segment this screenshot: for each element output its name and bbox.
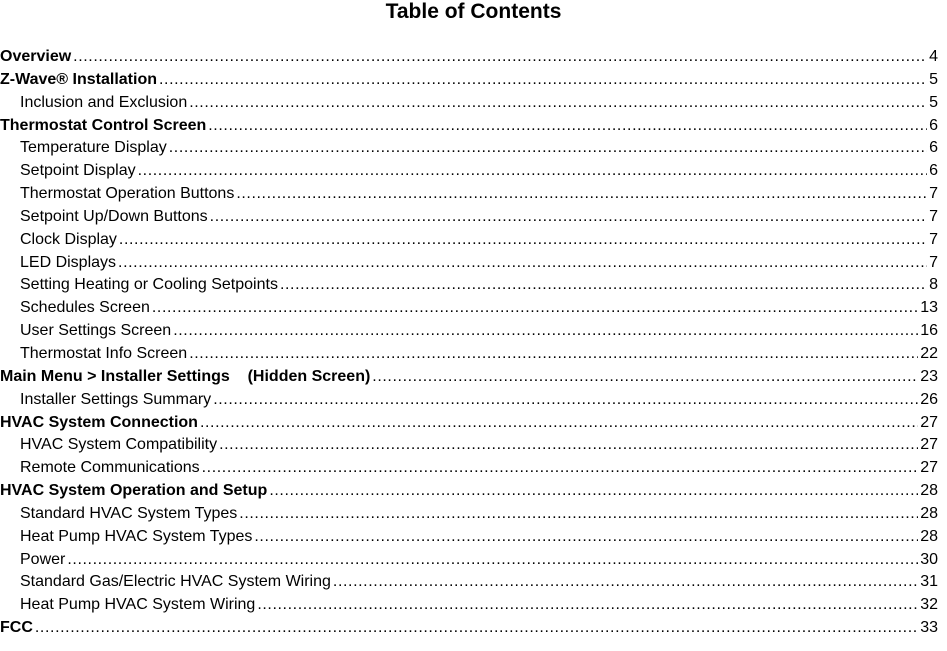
toc-page-number: 7: [929, 253, 938, 271]
toc-subsection-entry[interactable]: [0, 206, 938, 229]
toc-section-entry[interactable]: [0, 617, 938, 640]
toc-subsection-entry[interactable]: [0, 183, 938, 206]
toc-subsection-entry[interactable]: [0, 549, 938, 572]
toc-dot-leader: [333, 571, 918, 594]
toc-entry-title: Inclusion and Exclusion: [20, 93, 188, 111]
toc-dot-leader: [189, 343, 918, 366]
toc-subsection-entry[interactable]: [0, 571, 938, 594]
toc-dot-leader: [173, 320, 918, 343]
toc-subsection-entry[interactable]: [0, 526, 938, 549]
toc-entry-title: Setpoint Display: [20, 162, 136, 180]
toc-entry-title: Thermostat Control Screen: [0, 116, 207, 134]
toc-dot-leader: [210, 206, 927, 229]
toc-section-entry[interactable]: [0, 69, 938, 92]
toc-page-number: 27: [920, 413, 938, 431]
toc-subsection-entry[interactable]: [0, 92, 938, 115]
toc-dot-leader: [219, 434, 918, 457]
toc-subsection-entry[interactable]: [0, 160, 938, 183]
toc-page-number: 8: [929, 276, 938, 294]
toc-entry-title: Main Menu > Installer Settings (Hidden Screen): [0, 367, 371, 385]
toc-subsection-entry[interactable]: [0, 252, 938, 275]
toc-entry-title: Standard HVAC System Types: [20, 504, 238, 522]
toc-entry-title: Thermostat Operation Buttons: [20, 185, 235, 203]
toc-page-number: 7: [929, 207, 938, 225]
toc-entry-title: Schedules Screen: [20, 299, 150, 317]
toc-dot-leader: [208, 115, 927, 138]
toc-entry-title: Z-Wave® Installation: [0, 70, 157, 88]
toc-entry-title: Setpoint Up/Down Buttons: [20, 207, 208, 225]
toc-page-number: 4: [929, 48, 938, 65]
toc-page-number: 30: [920, 550, 938, 568]
toc-subsection-entry[interactable]: [0, 434, 938, 457]
toc-subsection-entry[interactable]: [0, 457, 938, 480]
toc-entry-title: Standard Gas/Electric HVAC System Wiring: [20, 573, 331, 591]
toc-page-number: 28: [920, 527, 938, 545]
toc-entry-title: Setting Heating or Cooling Setpoints: [20, 276, 278, 294]
toc-entry-title: Overview: [0, 48, 72, 65]
toc-dot-leader: [202, 457, 919, 480]
toc-dot-leader: [254, 526, 918, 549]
toc-page-number: 27: [920, 436, 938, 454]
toc-entry-title: Heat Pump HVAC System Wiring: [20, 596, 256, 614]
toc-page-number: 7: [929, 230, 938, 248]
toc-entry-title: HVAC System Connection: [0, 413, 198, 431]
toc-section-entry[interactable]: [0, 412, 938, 435]
toc-page-number: 13: [920, 299, 938, 317]
toc-dot-leader: [138, 160, 927, 183]
toc-entry-title: HVAC System Compatibility: [20, 436, 218, 454]
toc-page-number: 26: [920, 390, 938, 408]
toc-subsection-entry[interactable]: [0, 297, 938, 320]
toc-entry-title: Temperature Display: [20, 139, 167, 157]
toc-page-number: 6: [929, 162, 938, 180]
toc-page-number: 33: [920, 619, 938, 637]
toc-entry-title: Installer Settings Summary: [20, 390, 212, 408]
toc-dot-leader: [239, 503, 918, 526]
toc-section-entry[interactable]: [0, 480, 938, 503]
toc-page-number: 5: [929, 70, 938, 88]
toc-section-entry[interactable]: [0, 115, 938, 138]
toc-subsection-entry[interactable]: [0, 320, 938, 343]
toc-subsection-entry[interactable]: [0, 274, 938, 297]
toc-subsection-entry[interactable]: [0, 389, 938, 412]
toc-page-number: 6: [929, 116, 938, 134]
toc-page-number: 7: [929, 185, 938, 203]
toc-entry-title: FCC: [0, 619, 33, 637]
toc-dot-leader: [236, 183, 927, 206]
toc-page-number: 22: [920, 344, 938, 362]
toc-page-number: 23: [920, 367, 938, 385]
toc-subsection-entry[interactable]: [0, 594, 938, 617]
toc-entry-title: Clock Display: [20, 230, 117, 248]
toc-dot-leader: [280, 274, 927, 297]
toc-dot-leader: [372, 366, 918, 389]
toc-entry-title: Power: [20, 550, 66, 568]
toc-subsection-entry[interactable]: [0, 343, 938, 366]
toc-page-number: 31: [920, 573, 938, 591]
toc-subsection-entry[interactable]: [0, 137, 938, 160]
toc-dot-leader: [200, 412, 918, 435]
toc-subsection-entry[interactable]: [0, 503, 938, 526]
toc-dot-leader: [73, 46, 927, 69]
toc-page-number: 27: [920, 459, 938, 477]
toc-dot-leader: [257, 594, 918, 617]
toc-entry-title: User Settings Screen: [20, 322, 172, 340]
toc-dot-leader: [35, 617, 918, 640]
toc-page-number: 32: [920, 596, 938, 614]
toc-dot-leader: [189, 92, 927, 115]
page-title: Table of Contents: [385, 0, 562, 23]
toc-page-number: 6: [929, 139, 938, 157]
toc-dot-leader: [118, 252, 927, 275]
toc-dot-leader: [269, 480, 918, 503]
toc-list: [0, 46, 938, 640]
toc-subsection-entry[interactable]: [0, 229, 938, 252]
toc-dot-leader: [119, 229, 927, 252]
toc-dot-leader: [159, 69, 927, 92]
toc-page-number: 5: [929, 93, 938, 111]
toc-dot-leader: [169, 137, 927, 160]
toc-entry-title: Heat Pump HVAC System Types: [20, 527, 253, 545]
toc-page-number: 28: [920, 504, 938, 522]
toc-dot-leader: [213, 389, 918, 412]
toc-entry-title: Thermostat Info Screen: [20, 344, 188, 362]
toc-entry-title: HVAC System Operation and Setup: [0, 482, 268, 500]
toc-dot-leader: [152, 297, 918, 320]
toc-section-entry[interactable]: [0, 366, 938, 389]
toc-entry-title: Remote Communications: [20, 459, 200, 477]
toc-section-entry[interactable]: [0, 46, 938, 69]
toc-page-number: 28: [920, 482, 938, 500]
toc-entry-title: LED Displays: [20, 253, 117, 271]
toc-page-number: 16: [920, 322, 938, 340]
toc-dot-leader: [67, 549, 918, 572]
